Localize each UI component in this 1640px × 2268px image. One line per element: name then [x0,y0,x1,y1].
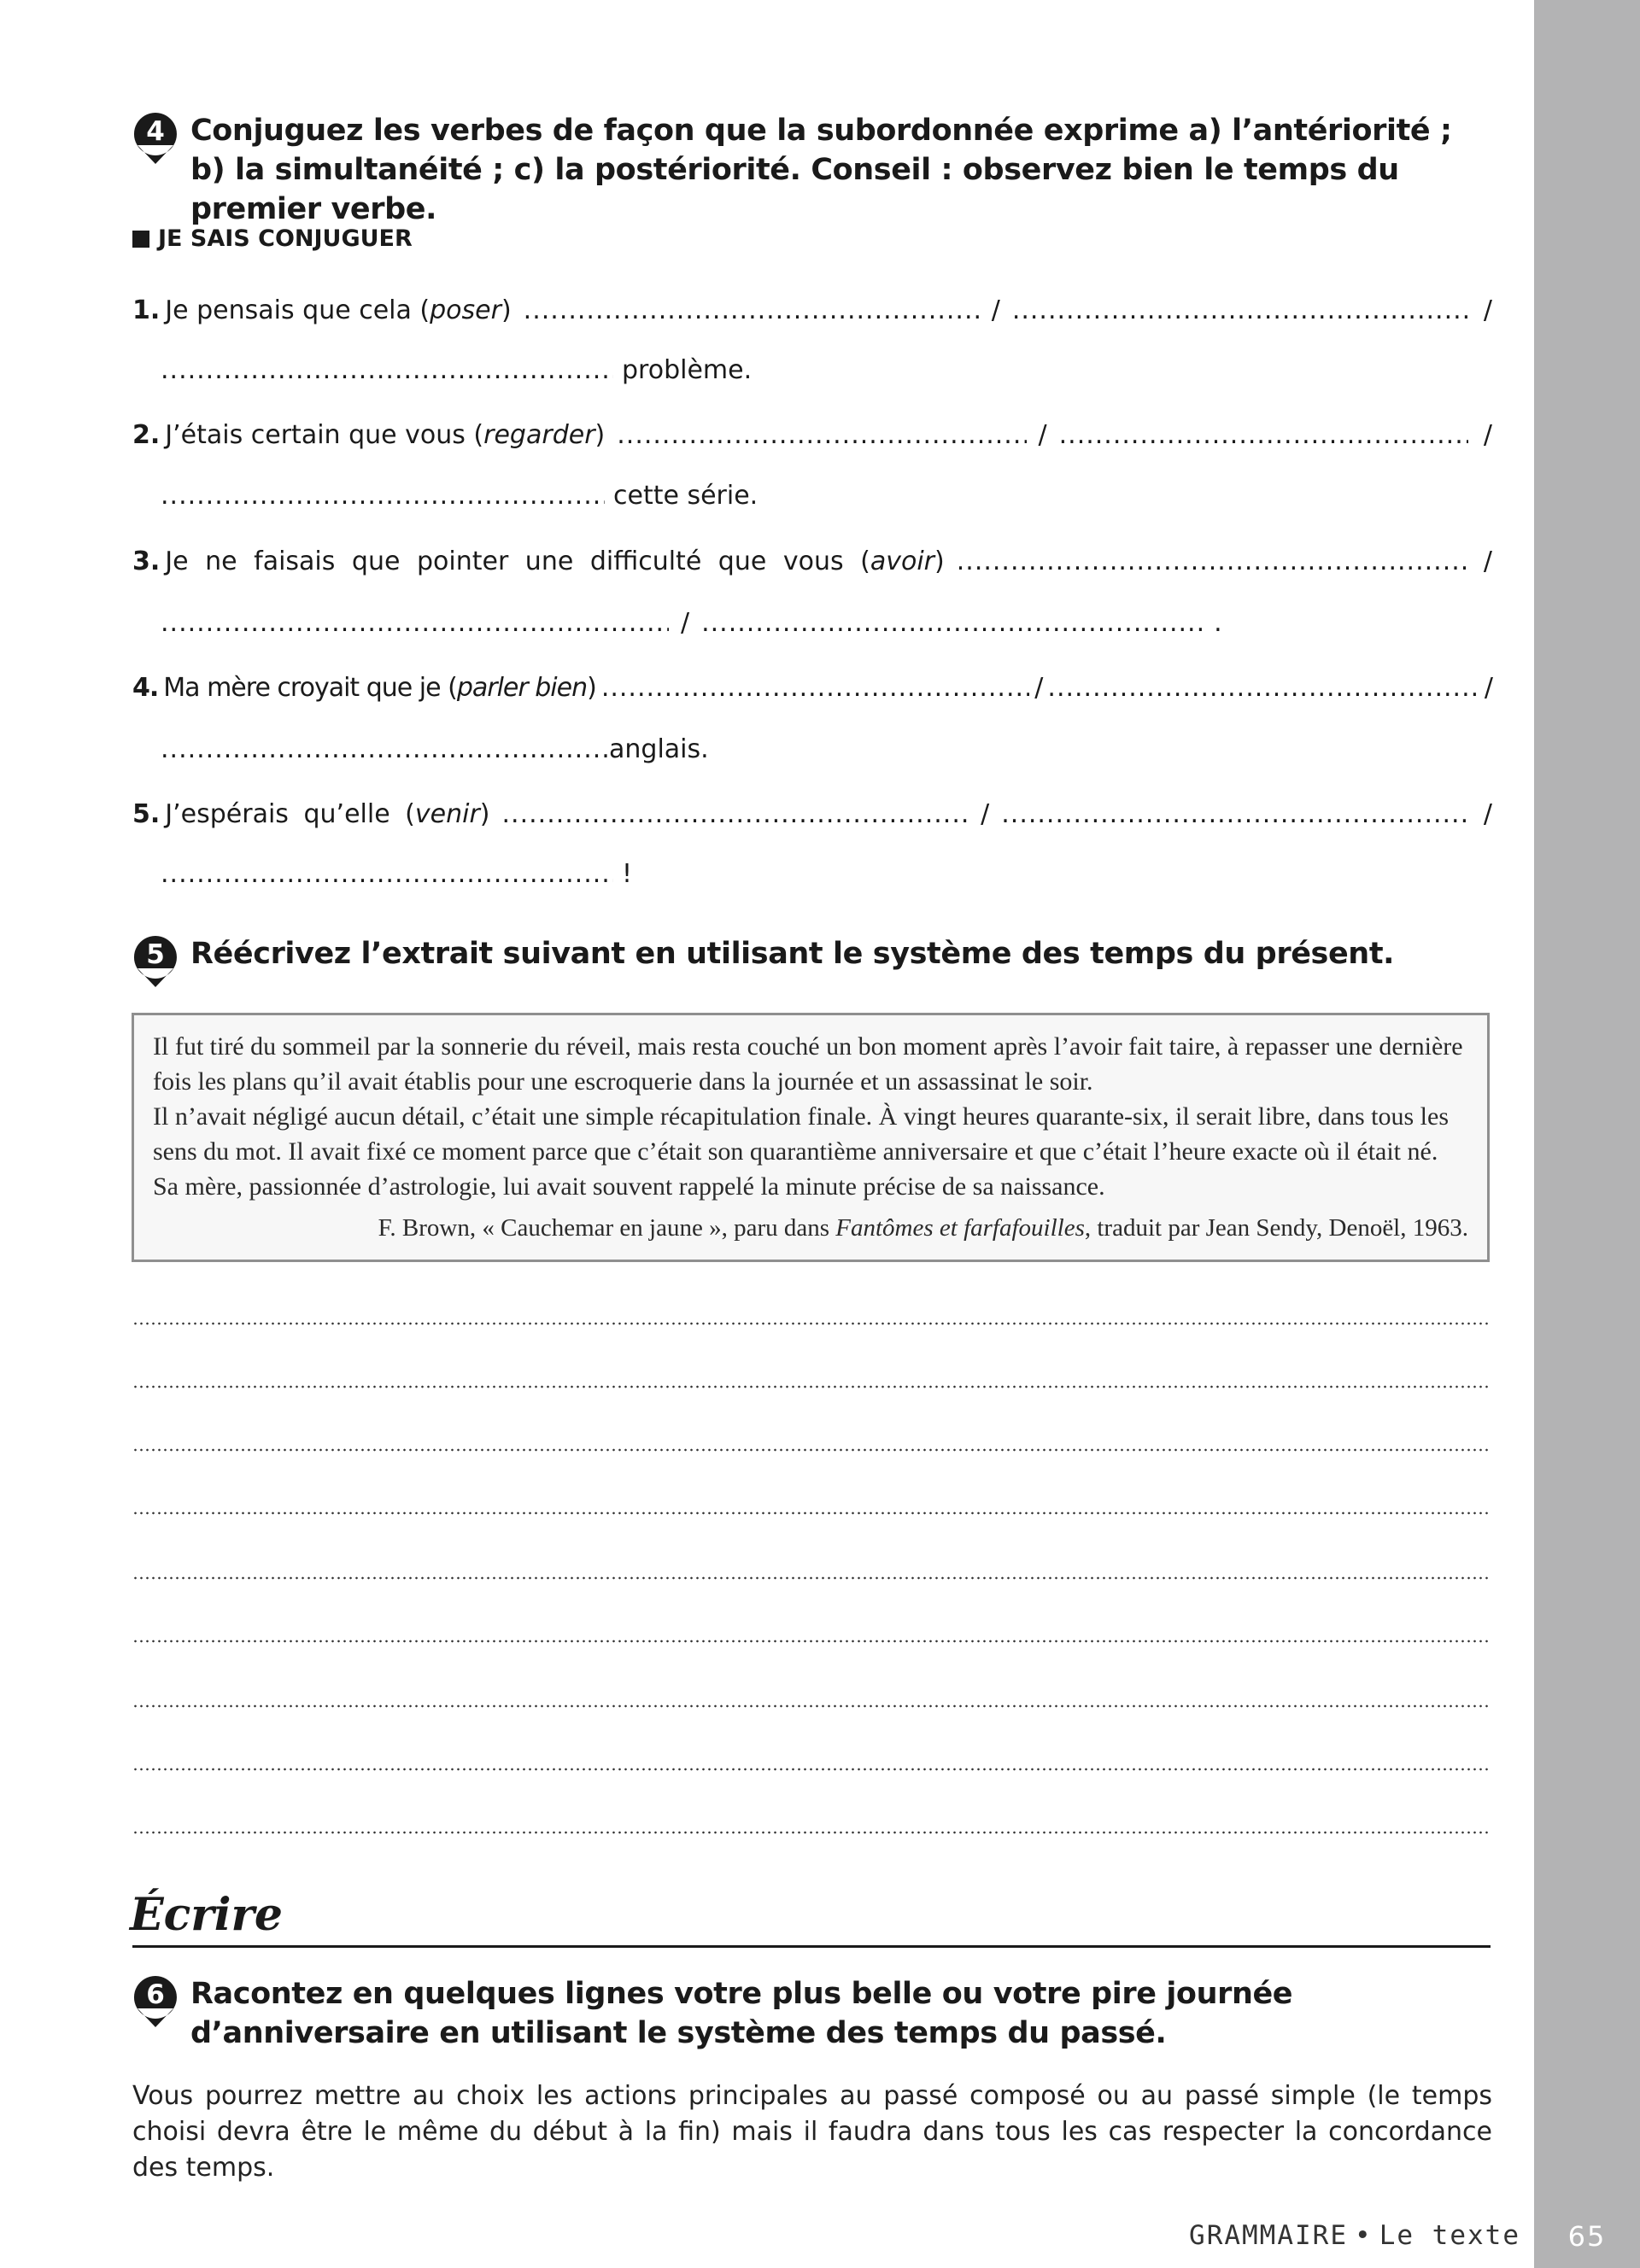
answer-blank[interactable] [502,799,969,829]
exercise-5-header [132,934,1491,973]
exercise-4-header [132,111,1491,229]
answer-blank[interactable] [161,355,613,385]
answer-line[interactable] [132,1768,1491,1771]
answer-line[interactable] [132,1448,1491,1452]
answer-blank[interactable] [1012,295,1468,325]
exercise-instruction: Conjuguez les verbes de façon que la subordonnée exprime a) l’antériorité ; b) la simultanéité ; c) la postériorité. Conseil : observez bien le temps du premier verbe. [190,114,1452,226]
answer-blank[interactable] [161,481,605,511]
answer-blank[interactable] [601,673,1029,703]
answer-blank[interactable] [701,608,1205,638]
quote-paragraph: Il fut tiré du sommeil par la sonnerie du réveil, mais resta couché un bon moment après l’avoir fait taire, à repasser une dernière fois les plans qu’il avait établis pour une escroquerie dans la journée et un assassinat le soir. [153,1032,1463,1096]
answer-blank[interactable] [161,734,609,764]
exercise-item-5-continuation: ..... ! [161,859,632,889]
exercise-item-4-continuation: ..... anglais. [161,734,709,764]
answer-blank[interactable] [1059,420,1468,450]
exercise-6-instructions: Vous pourrez mettre au choix les actions principales au passé composé ou au passé simple (le temps choisi devra être le même du début à la fin) mais il faudra dans tous les cas respecter la concordance des temps. [132,2081,1492,2183]
exercise-item-2-continuation: ..... cette série. [161,481,758,511]
quoted-extract [132,1013,1490,1262]
exercise-item-2: 2. J’étais certain que vous (regarder) ..... / ..... / [132,420,1492,450]
exercise-number-badge [132,111,179,159]
exercise-item-3: 3. Je ne faisais que pointer une difficulté que vous (avoir) ..... / [132,547,1492,576]
exercise-instruction: Réécrivez l’extrait suivant en utilisant le système des temps du présent. [190,937,1395,971]
answer-blank[interactable] [161,859,613,889]
quote-source: F. Brown, « Cauchemar en jaune », paru dans Fantômes et farfafouilles, traduit par Jean Sendy, Denoël, 1963. [378,1214,1468,1242]
exercise-number: 4 [146,116,165,147]
exercise-number-badge [132,934,179,982]
bullet-icon: • [1355,2220,1373,2251]
answer-line[interactable] [132,1576,1491,1580]
quote-paragraph: Il n’avait négligé aucun détail, c’était une simple récapitulation finale. À vingt heures quarante-six, il serait libre, dans tous les sens du mot. Il avait fixé ce moment parce que c’était son quarantième anniversaire et que c’était l’heure exacte où il était né. Sa mère, passionnée d’astrologie, lui avait souvent rappelé la minute précise de sa naissance. [153,1102,1449,1201]
answer-line[interactable] [132,1385,1491,1388]
answer-line[interactable] [132,1704,1491,1708]
answer-line[interactable] [132,1322,1491,1325]
section-divider [132,1945,1491,1948]
running-footer: GRAMMAIRE • Le texte [1189,2220,1520,2251]
exercise-item-1: 1. Je pensais que cela (poser) ..... / ..... / [132,295,1492,325]
exercise-item-3-continuation: ..... / ..... . [161,608,1222,638]
answer-line[interactable] [132,1511,1491,1515]
square-bullet-icon [132,231,149,248]
answer-blank[interactable] [1001,799,1468,829]
answer-blank[interactable] [161,608,669,638]
answer-line[interactable] [132,1640,1491,1643]
exercise-number-badge [132,1974,179,2022]
exercise-item-5: 5. J’espérais qu’elle (venir) ..... / ..... / [132,799,1492,829]
side-band [1534,0,1640,2268]
exercise-number: 6 [146,1979,165,2010]
exercise-item-4: 4. Ma mère croyait que je (parler bien) ..... / ..... / [132,673,1492,703]
answer-blank[interactable] [1047,673,1475,703]
page-number: 65 [1567,2220,1607,2253]
answer-line[interactable] [132,1831,1491,1834]
exercise-number: 5 [146,939,165,970]
exercise-6-header [132,1974,1491,2053]
answer-blank[interactable] [957,547,1468,576]
exercise-instruction: Racontez en quelques lignes votre plus belle ou votre pire journée d’anniversaire en utilisant le système des temps du passé. [190,1977,1293,2050]
answer-blank[interactable] [617,420,1026,450]
section-label: JE SAIS CONJUGUER [132,225,413,252]
answer-blank[interactable] [524,295,980,325]
exercise-item-1-continuation: ..... problème. [161,355,752,385]
section-heading: Écrire [130,1889,283,1941]
